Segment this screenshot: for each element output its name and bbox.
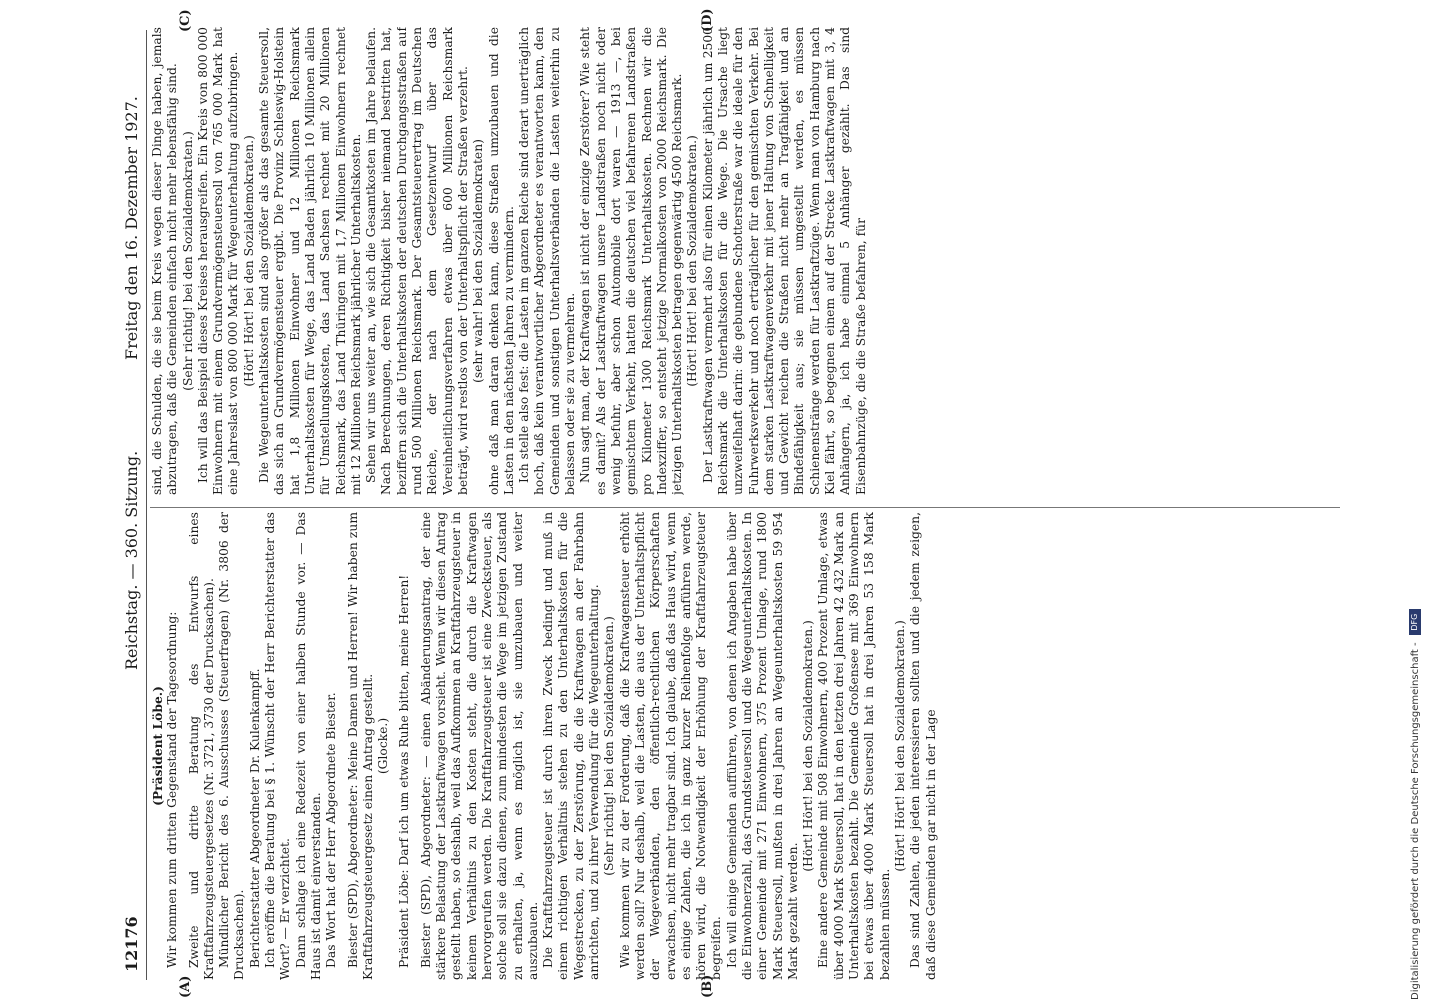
margin-mark-b: (B): [700, 974, 715, 998]
paragraph: Wir kommen zum dritten Gegenstand der Tagesordnung:: [165, 611, 180, 968]
interjection: (Sehr richtig! bei den Sozialdemokraten.): [602, 616, 617, 876]
paragraph: Nun sagt man, der Kraftwagen ist nicht der einzige Zerstörer? Wie steht es damit? Als der Lastkraftwagen unsere Landstraßen noch nicht oder wenig befuhr, aber schon Automobile dort waren — 1913 —, bei gemischtem Verkehr, hatten die deutschen viel befahrenen Landstraßen pro Kilometer 1300 Reichsmark Unterhaltskosten. Rechnen wir die Indexziffer, so entsteht jetzige Normalkosten von 2000 Reichsmark. Die jetzigen Unterhaltskosten betragen gegenwärtig 4500 Reichsmark.: [578, 27, 685, 495]
margin-mark-d: (D): [700, 8, 715, 32]
paragraph: Ich stelle also fest: die Lasten im ganzen Reiche sind derart unerträglich hoch, daß kein verantwortlicher Abgeordneter es verantworten kann, den Gemeinden und sonstigen Unterhaltsverbänden die Lasten weiterhin zu belassen oder sie zu vermehren.: [517, 27, 578, 495]
interjection: (Hört! Hört! bei den Sozialdemokraten.): [892, 620, 907, 872]
paragraph: Sehen wir uns weiter an, wie sich die Gesamtkosten im Jahre belaufen. Nach Berechnungen, deren Richtigkeit bisher niemand bestritten hat, beziffern sich die Unterhaltskosten der deutschen Durchgangsstraßen auf rund 500 Millionen Reichsmark. Der Gesamtsteuerertrag im Deutschen Reiche, der nach dem Gesetzentwurf über das Vereinheitlichungsverfahren etwas über 600 Millionen Reichsmark beträgt, wird restlos von der Unterhaltspflicht der Straßen verzehrt.: [364, 27, 470, 495]
paragraph: Mündlicher Bericht des 6. Ausschusses (Steuerfragen) (Nr. 3806 der Drucksachen).: [217, 512, 247, 980]
interjection: (Hört! Hört! bei den Sozialdemokraten.): [685, 135, 700, 387]
page-header: [122, 0, 144, 1000]
dfg-logo: DFG: [1409, 609, 1421, 635]
header-date: Freitag den 16. Dezember 1927.: [122, 96, 141, 360]
paragraph: (Präsident Löbe.): [150, 686, 165, 806]
paragraph: Die Wegeunterhaltskosten sind also größer als das gesamte Steuersoll, das sich an Grundvermögensteuer ergibt. Die Provinz Schleswig-Holstein hat 1,8 Millionen Einwohner und 12 Millionen Reichsmark Unterhaltskosten für Wege, das Land Baden jährlich 10 Millionen allein für Umstellungskosten, das Land Sachsen rechnet mit 20 Millionen Reichsmark, das Land Thüringen mit 1,7 Millionen Einwohnern rechnet mit 12 Millionen Reichsmark jährlicher Unterhaltskosten.: [257, 27, 363, 495]
right-column: [150, 27, 1340, 495]
paragraph: Die Kraftfahrzeugsteuer ist durch ihren Zweck bedingt und muß in einem richtigen Verhältnis stehen zu den Unterhaltskosten für die Wegestrecken, zu der Zerstörung, die die Kraftwagen an der Fahrbahn anrichten, und zu ihrer Verwendung für die Wegeunterhaltung.: [541, 512, 602, 980]
paragraph: sind, die Schulden, die sie beim Kreis wegen dieser Dinge haben, jemals abzutragen, daß die Gemeinden einfach nicht mehr lebensfähig sind.: [150, 27, 180, 495]
interjection: (Hört! Hört! bei den Sozialdemokraten.): [801, 620, 816, 872]
left-column: [150, 512, 1340, 980]
agenda-item: Zweite und dritte Beratung des Entwurfs eines Kraftfahrzeugsteuergesetzes (Nr. 3721, 3730 der Drucksachen).: [186, 512, 216, 980]
interjection: (Glocke.): [376, 717, 391, 775]
interjection: (Hört! Hört! bei den Sozialdemokraten.): [241, 135, 256, 387]
paragraph: Berichterstatter Abgeordneter Dr. Kulenkampff.: [247, 668, 262, 968]
speech: Biester (SPD), Abgeordneter: Meine Damen und Herren! Wir haben zum Kraftfahrzeugsteuergesetz einen Antrag gestellt.: [345, 512, 375, 980]
header-session: Reichstag. — 360. Sitzung.: [122, 450, 141, 670]
speech: Biester (SPD), Abgeordneter: — einen Abänderungsantrag, der eine stärkere Belastung der Lastkraftwagen vorsieht. Wenn wir diesen Antrag gestellt haben, so deshalb, weil das Aufkommen an Kraftfahrzeugsteuer in keinem Verhältnis zu den Kosten steht, die durch die Kraftwagen hervorgerufen werden. Die Kraftfahrzeugsteuer ist eine Zwecksteuer, als solche soll sie dazu dienen, zum mindesten die Wege im jetzigen Zustand zu erhalten, ja, wenn es möglich ist, sie umzubauen und weiter auszubauen.: [418, 512, 540, 980]
paragraph: Ich will einige Gemeinden aufführen, von denen ich Angaben habe über die Einwohnerzahl, das Grundsteuersoll und die Wegeunterhaltskosten. In einer Gemeinde mit 271 Einwohnern, 375 Prozent Umlage, rund 1800 Mark Steuersoll, mußten in drei Jahren an Wegeunterhaltskosten 59 954 Mark gezahlt werden.: [724, 512, 800, 980]
paragraph: Ich eröffne die Beratung bei § 1. Wünscht der Herr Berichterstatter das Wort? — Er verzichtet.: [263, 512, 293, 980]
margin-mark-c: (C): [178, 9, 193, 32]
paragraph: Das Wort hat der Herr Abgeordnete Biester.: [324, 692, 339, 968]
interjection: (sehr wahr! bei den Sozialdemokraten): [471, 139, 486, 383]
digitization-credit: [1409, 609, 1421, 1000]
column-rule: [150, 507, 1340, 508]
paragraph: Ich will das Beispiel dieses Kreises herausgreifen. Ein Kreis von 800 000 Einwohnern mit einem Grundvermögensteuersoll von 765 000 Mark hat eine Jahreslast von 800 000 Mark für Wegeunterhaltung aufzubringen.: [195, 27, 241, 495]
margin-mark-a: (A): [178, 975, 193, 998]
header-rule: [146, 30, 147, 980]
paragraph: Wie kommen wir zu der Forderung, daß die Kraftwagensteuer erhöht werden soll? Nur deshalb, weil die Lasten, die aus der Unterhaltspflicht der Wegeverbänden, den öffentlich-rechtlichen Körperschaften erwachsen, nicht mehr tragbar sind. Ich glaube, daß das Haus wird, wenn es einige Zahlen, die ich in ganz kurzer Reihenfolge anführen werde, hören wird, die Notwendigkeit der Erhöhung der Kraftfahrzeugsteuer begreifen.: [617, 512, 724, 980]
paragraph: Das sind Zahlen, die jeden interessieren sollten und die jedem zeigen, daß diese Gemeinden gar nicht in der Lage: [908, 512, 938, 980]
paragraph: Eine andere Gemeinde mit 508 Einwohnern, 400 Prozent Umlage, etwas über 4000 Mark Steuersoll, hat in den letzten drei Jahren 42 432 Mark an Unterhaltskosten bezahlt. Die Gemeinde Großensee mit 369 Einwohnern bei etwas über 4000 Mark Steuersoll hat in drei Jahren 53 158 Mark bezahlen müssen.: [816, 512, 892, 980]
paragraph: Dann schlage ich eine Redezeit von einer halben Stunde vor. — Das Haus ist damit einverstanden.: [293, 512, 323, 980]
interjection: (Sehr richtig! bei den Sozialdemokraten.): [180, 131, 195, 391]
speech: Präsident Löbe: Darf ich um etwas Ruhe bitten, meine Herren!: [397, 574, 412, 968]
page-number: 12176: [122, 916, 141, 972]
credit-text: Digitalisierung gefördert durch die Deutsche Forschungsgemeinschaft -: [1410, 642, 1421, 1000]
paragraph: ohne daß man daran denken kann, diese Straßen umzubauen und die Lasten in den nächsten Jahren zu vermindern.: [486, 27, 516, 495]
paragraph: Der Lastkraftwagen vermehrt also für einen Kilometer jährlich um 2500 Reichsmark die Unterhaltskosten für die Wege. Die Ursache liegt unzweifelhaft darin: die gebundene Schotterstraße war die ideale für den Fuhrwerksverkehr und noch erträglicher für den gemischten Verkehr. Bei dem starken Lastkraftwagenverkehr mit jener Haltung von Schnelligkeit und Gewicht reichen die Straßen nicht mehr an Tragfähigkeit und an Bindefähigkeit aus; sie müssen umgestellt werden, es müssen Schienenstränge werden für Lastkraftzüge. Wenn man von Hamburg nach Kiel fährt, so begegnen einem auf der Strecke Lastkraftwagen mit 3, 4 Anhängern, ja, ich habe einmal 5 Anhänger gezählt. Das sind Eisenbahnzüge, die die Straße befahren, für: [700, 27, 868, 495]
